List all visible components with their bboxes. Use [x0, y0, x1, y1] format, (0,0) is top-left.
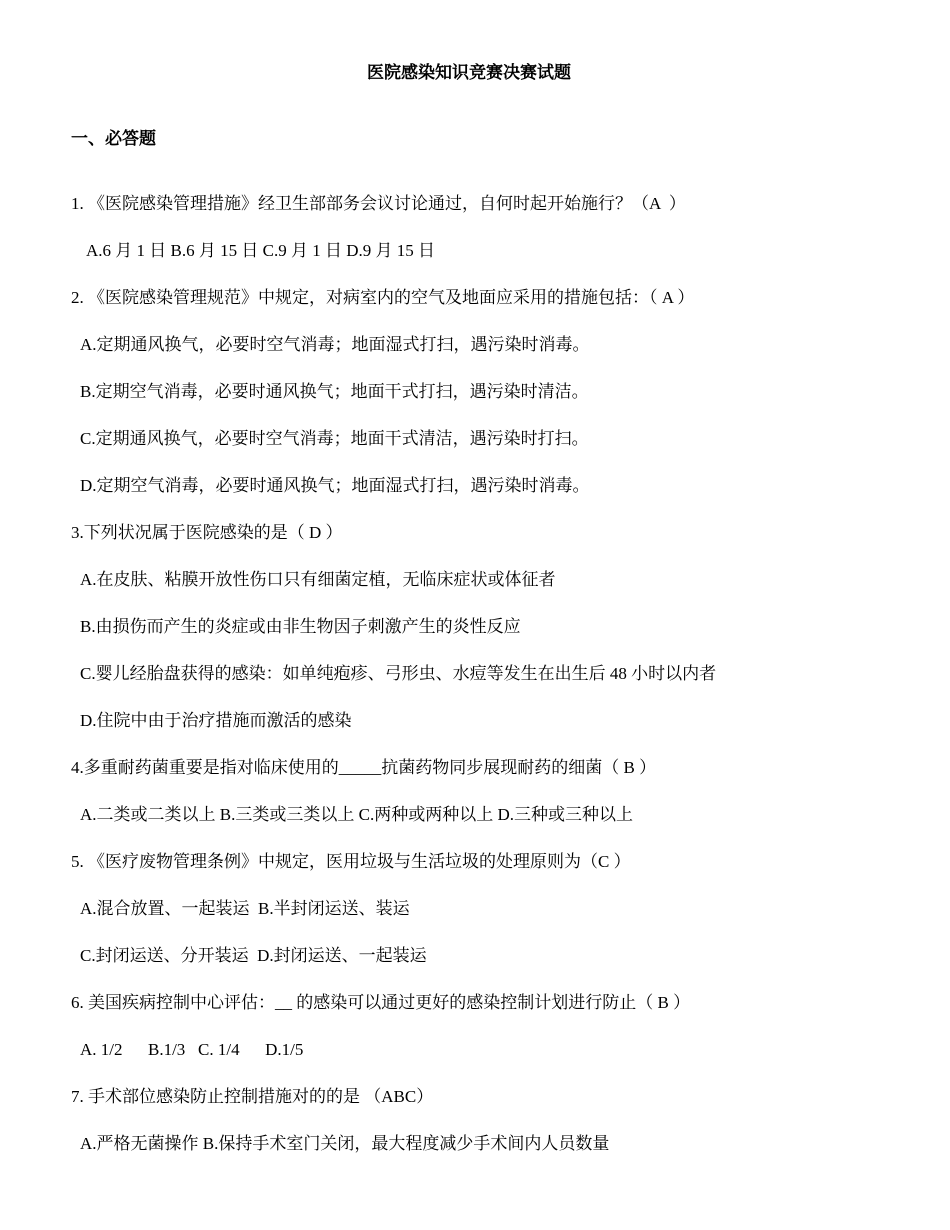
question-5-options-ab: A.混合放置、一起装运 B.半封闭运送、装运 — [80, 899, 410, 918]
question-1-options: A.6 月 1 日 B.6 月 15 日 C.9 月 1 日 D.9 月 15 日 — [86, 241, 435, 260]
question-2-option-d: D.定期空气消毒，必要时通风换气；地面湿式打扫，遇污染时消毒。 — [80, 476, 590, 495]
question-2-option-b: B.定期空气消毒，必要时通风换气；地面干式打扫，遇污染时清洁。 — [80, 382, 589, 401]
question-3: 3.下列状况属于医院感染的是（ D ） — [71, 523, 343, 542]
question-3-option-a: A.在皮肤、粘膜开放性伤口只有细菌定植，无临床症状或体征者 — [80, 570, 556, 589]
question-4: 4.多重耐药菌重要是指对临床使用的_____抗菌药物同步展现耐药的细菌（ B ） — [71, 758, 657, 777]
question-7: 7. 手术部位感染防止控制措施对的的是 （ABC） — [71, 1087, 434, 1106]
question-6: 6. 美国疾病控制中心评估：__ 的感染可以通过更好的感染控制计划进行防止（ B ） — [71, 993, 691, 1012]
question-3-option-c: C.婴儿经胎盘获得的感染：如单纯疱疹、弓形虫、水痘等发生在出生后 48 小时以内者 — [80, 664, 717, 683]
question-2-option-a: A.定期通风换气，必要时空气消毒；地面湿式打扫，遇污染时消毒。 — [80, 335, 590, 354]
question-3-option-d: D.住院中由于治疗措施而激活的感染 — [80, 711, 352, 730]
question-2-option-c: C.定期通风换气，必要时空气消毒；地面干式清洁，遇污染时打扫。 — [80, 429, 589, 448]
question-6-options: A. 1/2 B.1/3 C. 1/4 D.1/5 — [80, 1040, 304, 1059]
question-3-option-b: B.由损伤而产生的炎症或由非生物因子刺激产生的炎性反应 — [80, 617, 521, 636]
section-heading: 一、必答题 — [71, 129, 156, 148]
question-5-options-cd: C.封闭运送、分开装运 D.封闭运送、一起装运 — [80, 946, 427, 965]
page-title: 医院感染知识竞赛决赛试题 — [367, 63, 571, 82]
question-7-options: A.严格无菌操作 B.保持手术室门关闭，最大程度减少手术间内人员数量 — [80, 1134, 610, 1153]
question-1: 1. 《医院感染管理措施》经卫生部部务会议讨论通过，自何时起开始施行？（A ） — [71, 194, 686, 213]
question-5: 5. 《医疗废物管理条例》中规定，医用垃圾与生活垃圾的处理原则为（C ） — [71, 852, 631, 871]
question-4-options: A.二类或二类以上 B.三类或三类以上 C.两种或两种以上 D.三种或三种以上 — [80, 805, 633, 824]
question-2: 2. 《医院感染管理规范》中规定，对病室内的空气及地面应采用的措施包括：（ A ） — [71, 288, 695, 307]
